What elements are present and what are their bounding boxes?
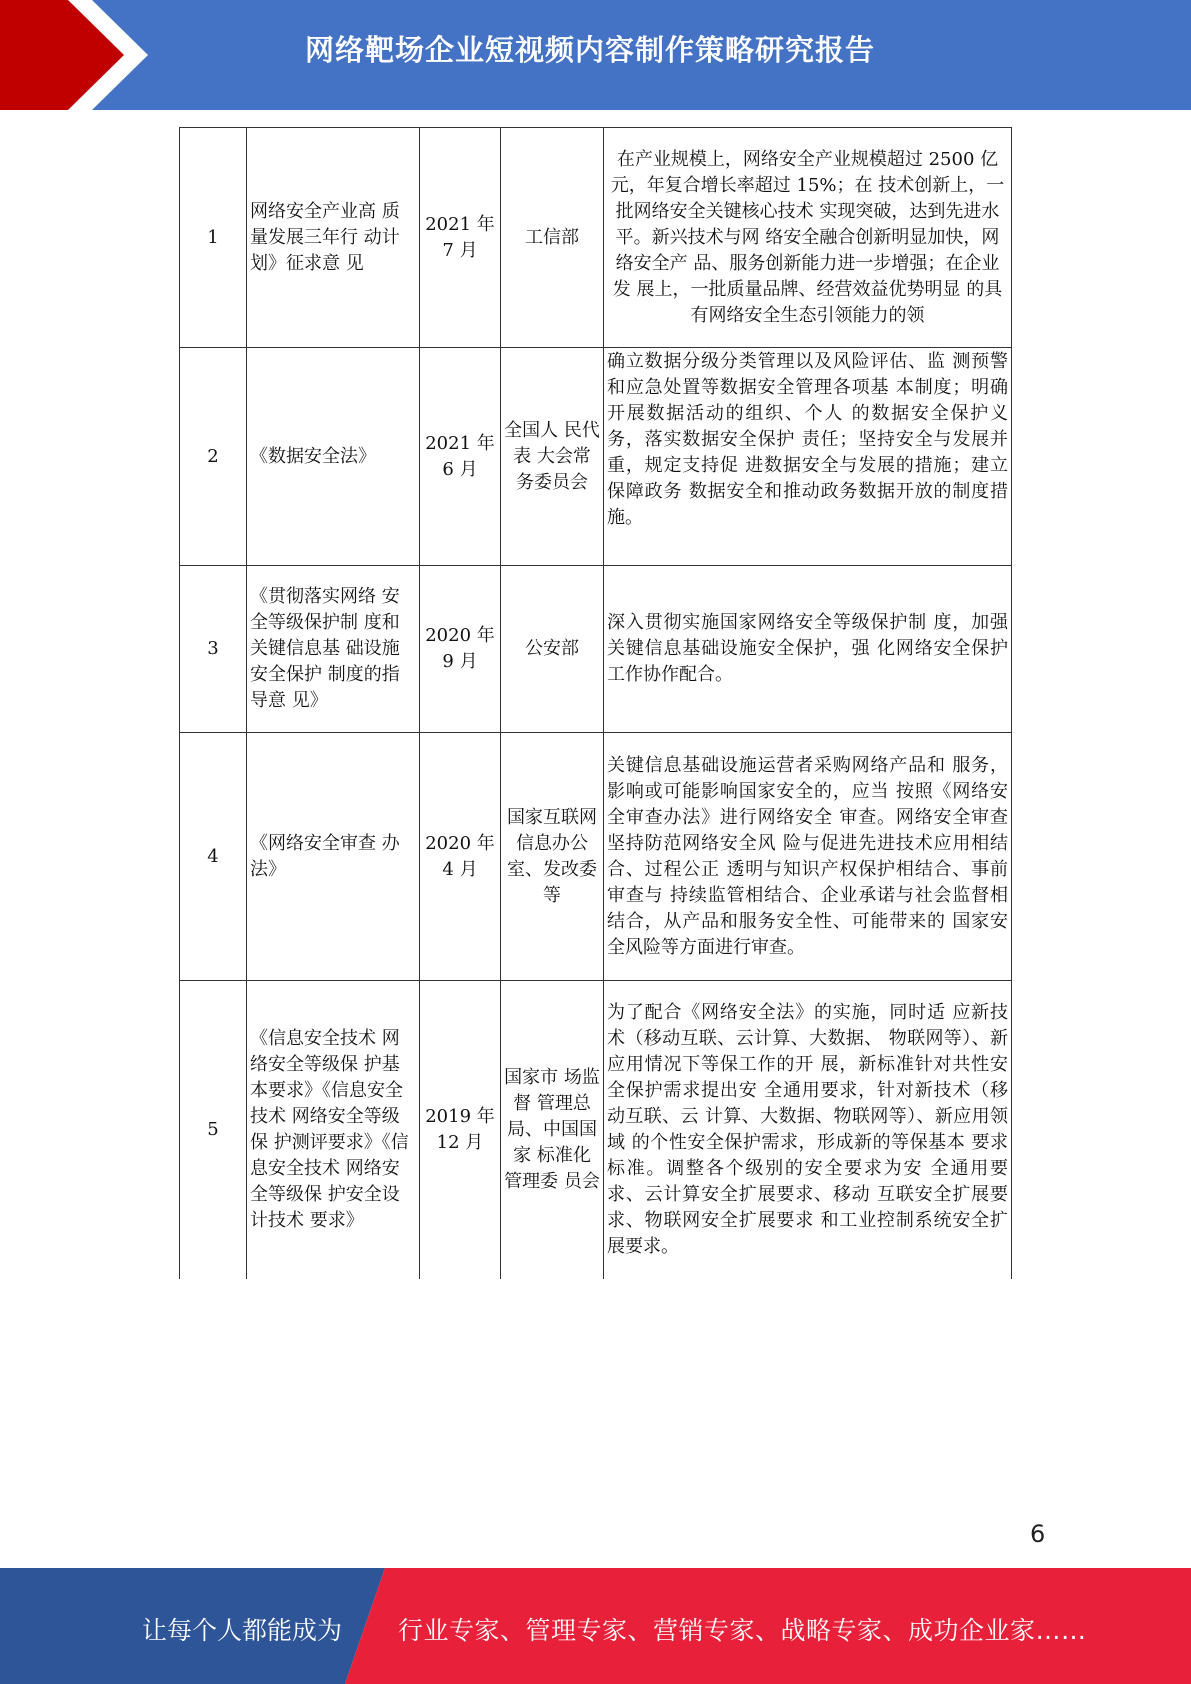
policy-name: 网络安全产业高 质量发展三年行 动计划》征求意 见 bbox=[247, 128, 420, 348]
issuing-organization: 国家市 场监督 管理总 局、中国国家 标准化 管理委 员会 bbox=[501, 981, 604, 1280]
policy-content: 关键信息基础设施运营者采购网络产品和 服务，影响或可能影响国家安全的，应当 按照《网络安全审查办法》进行网络安全 审查。网络安全审查坚持防范网络安全风 险与促进先进技术应用相结合、过程公正 透明与知识产权保护相结合、事前审查与 持续监管相结合、企业承诺与社会监督相 结合，从产品和服务安全性、可能带来的 国家安全风险等方面进行审查。 bbox=[604, 733, 1012, 981]
issuing-organization: 工信部 bbox=[501, 128, 604, 348]
table-row bbox=[180, 733, 1012, 981]
issuing-organization: 全国人 民代表 大会常 务委员会 bbox=[501, 348, 604, 566]
policy-content: 为了配合《网络安全法》的实施，同时适 应新技术（移动互联、云计算、大数据、 物联网等）、新应用情况下等保工作的开 展，新标准针对共性安全保护需求提出安 全通用要求，针对新技术（移动互联、云 计算、大数据、物联网等）、新应用领域 的个性安全保护需求，形成新的等保基本 要求标准。调整各个级别的安全要求为安 全通用要求、云计算安全扩展要求、移动 互联安全扩展要求、物联网安全扩展要求 和工业控制系统安全扩展要求。 bbox=[604, 981, 1012, 1280]
policy-date: 2021 年 7 月 bbox=[420, 128, 501, 348]
row-number: 3 bbox=[180, 566, 247, 733]
policy-date: 2021 年 6 月 bbox=[420, 348, 501, 566]
footer-slogan-left: 让每个人都能成为 bbox=[142, 1616, 343, 1645]
footer-slogan-right: 行业专家、管理专家、营销专家、战略专家、成功企业家…… bbox=[398, 1616, 1087, 1645]
policy-table bbox=[179, 127, 1012, 1279]
page-title: 网络靶场企业短视频内容制作策略研究报告 bbox=[305, 33, 876, 67]
table-row bbox=[180, 348, 1012, 566]
row-number: 1 bbox=[180, 128, 247, 348]
policy-date: 2020 年 9 月 bbox=[420, 566, 501, 733]
table-row bbox=[180, 128, 1012, 348]
header-arrow-icon bbox=[0, 0, 160, 110]
policy-content: 深入贯彻实施国家网络安全等级保护制 度，加强关键信息基础设施安全保护，强 化网络安全保护工作协作配合。 bbox=[604, 566, 1012, 733]
row-number: 5 bbox=[180, 981, 247, 1280]
policy-content: 在产业规模上，网络安全产业规模超过 2500 亿元，年复合增长率超过 15%；在 技术创新上，一批网络安全关键核心技术 实现突破，达到先进水平。新兴技术与网 络安全融合创新明显加快，网络安全产 品、服务创新能力进一步增强；在企业发 展上，一批质量品牌、经营效益优势明显 的具有网络安全生态引领能力的领 bbox=[604, 128, 1012, 348]
row-number: 4 bbox=[180, 733, 247, 981]
policy-name: 《数据安全法》 bbox=[247, 348, 420, 566]
row-number: 2 bbox=[180, 348, 247, 566]
issuing-organization: 国家互联网信息办公室、发改委等 bbox=[501, 733, 604, 981]
table-row bbox=[180, 981, 1012, 1280]
policy-name: 《网络安全审查 办法》 bbox=[247, 733, 420, 981]
page-number: 6 bbox=[1030, 1520, 1046, 1548]
policy-content: 确立数据分级分类管理以及风险评估、监 测预警和应急处置等数据安全管理各项基 本制度；明确开展数据活动的组织、个人 的数据安全保护义务，落实数据安全保护 责任；坚持安全与发展并重，规定支持促 进数据安全与发展的措施；建立保障政务 数据安全和推动政务数据开放的制度措 施。 bbox=[604, 348, 1012, 566]
table-row bbox=[180, 566, 1012, 733]
policy-date: 2019 年 12 月 bbox=[420, 981, 501, 1280]
policy-name: 《贯彻落实网络 安全等级保护制 度和关键信息基 础设施安全保护 制度的指导意 见》 bbox=[247, 566, 420, 733]
page-header bbox=[0, 0, 1191, 110]
issuing-organization: 公安部 bbox=[501, 566, 604, 733]
policy-date: 2020 年 4 月 bbox=[420, 733, 501, 981]
policy-name: 《信息安全技术 网络安全等级保 护基本要求》《信息安全技术 网络安全等级保 护测评要求》《信息安全技术 网络安全等级保 护安全设计技术 要求》 bbox=[247, 981, 420, 1280]
